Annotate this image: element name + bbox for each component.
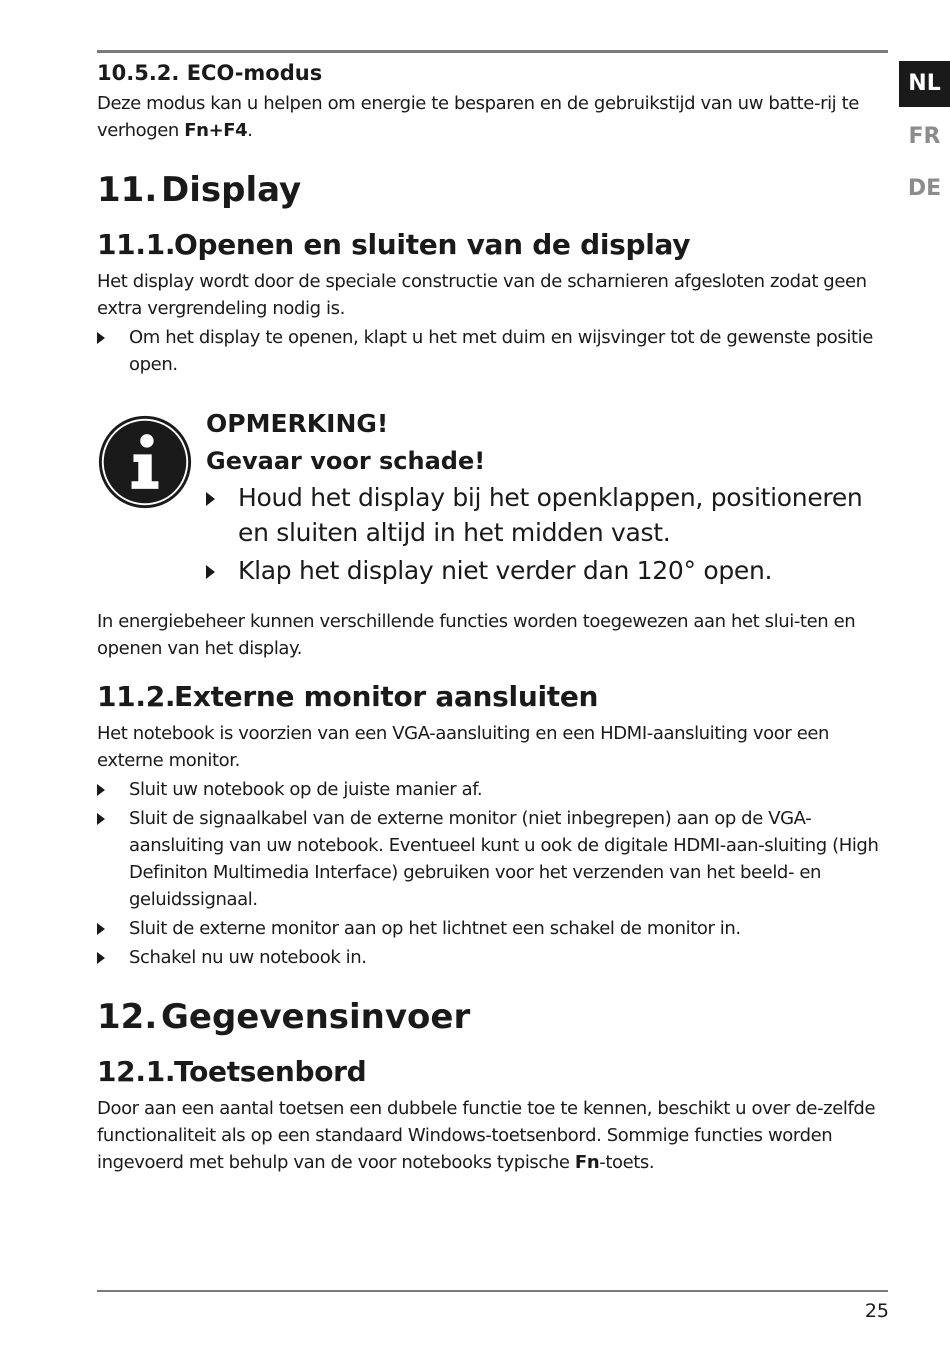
eco-text: Deze modus kan u helpen om energie te besparen en de gebruikstijd van uw batte-rij te verhogen	[97, 93, 859, 141]
bullet-arrow-icon	[97, 952, 105, 964]
fn-key: Fn	[574, 1152, 600, 1173]
list-item	[97, 944, 888, 971]
list-item	[97, 324, 888, 378]
section-title: Externe monitor aansluiten	[174, 680, 599, 713]
page-number: 25	[864, 1300, 889, 1322]
keyboard-text: Door aan een aantal toetsen een dubbele functie toe te kennen, beschikt u over de-zelfde functionaliteit als op een standaard Windows-toetsenbord. Sommige functies worden ingevoerd met behulp van de voor notebooks typische	[97, 1098, 876, 1173]
energy-paragraph: In energiebeheer kunnen verschillende functies worden toegewezen aan het slui-ten en openen van het display.	[97, 611, 856, 659]
keyboard-text-end: -toets.	[599, 1152, 655, 1173]
list-item-text: Sluit de signaalkabel van de externe monitor (niet inbegrepen) aan op de VGA-aansluiting van uw notebook. Eventueel kunt u ook de digitale HDMI-aan-sluiting (High Definiton Multimedia Interface) gebruiken voor het verzenden van het beeld- en geluidssignaal.	[129, 808, 879, 910]
note-list-item	[206, 553, 886, 588]
list-item-text: Schakel nu uw notebook in.	[129, 947, 367, 968]
bullet-arrow-icon	[97, 332, 105, 344]
section-number: 11.1.	[97, 228, 176, 261]
eco-paragraph	[97, 90, 888, 144]
top-rule	[97, 50, 888, 53]
section-heading-11-1	[97, 226, 888, 264]
section-11-1-bullets	[97, 324, 888, 378]
bullet-arrow-icon	[97, 813, 105, 825]
bullet-arrow-icon	[206, 565, 215, 579]
bullet-arrow-icon	[97, 923, 105, 935]
note-list-item	[206, 480, 886, 550]
section-heading-11-2	[97, 678, 888, 716]
bullet-arrow-icon	[206, 492, 215, 506]
list-item	[97, 915, 888, 942]
section-number: 12.1.	[97, 1055, 176, 1088]
section-11-1-paragraph: Het display wordt door de speciale constructie van de scharnieren afgesloten zodat geen extra vergrendeling nodig is.	[97, 271, 867, 319]
section-number: 11.2.	[97, 680, 176, 713]
chapter-heading-11	[97, 168, 888, 212]
eco-text-end: .	[247, 120, 253, 141]
chapter-number: 12.	[97, 997, 158, 1037]
chapter-heading-12	[97, 995, 888, 1039]
list-item-text: Sluit uw notebook op de juiste manier af.	[129, 779, 483, 800]
list-item	[97, 776, 888, 803]
section-11-2-paragraph: Het notebook is voorzien van een VGA-aansluiting en een HDMI-aansluiting voor een externe monitor.	[97, 723, 830, 771]
section-12-1-paragraph	[97, 1095, 888, 1176]
note-box	[97, 406, 888, 598]
note-subtitle: Gevaar voor schade!	[206, 447, 486, 475]
chapter-title: Gegevensinvoer	[161, 997, 471, 1037]
section-heading-12-1	[97, 1053, 888, 1091]
section-11-2-bullets	[97, 776, 888, 971]
section-title: Openen en sluiten van de display	[174, 228, 691, 261]
eco-key: Fn+F4	[184, 120, 248, 141]
note-body	[206, 406, 886, 591]
section-heading-eco: 10.5.2. ECO-modus	[97, 61, 323, 85]
language-tab-fr[interactable]: FR	[908, 124, 941, 149]
list-item-text: Sluit de externe monitor aan op het lichtnet een schakel de monitor in.	[129, 918, 741, 939]
page-content	[97, 58, 888, 1176]
chapter-title: Display	[161, 170, 302, 210]
note-item-text: Klap het display niet verder dan 120° open.	[238, 556, 773, 585]
language-tab-nl[interactable]: NL	[899, 61, 950, 107]
info-icon	[97, 414, 193, 510]
bottom-rule	[97, 1290, 888, 1292]
note-item-text: Houd het display bij het openklappen, positioneren en sluiten altijd in het midden vast.	[238, 483, 863, 547]
list-item	[97, 805, 888, 913]
list-item-text: Om het display te openen, klapt u het met duim en wijsvinger tot de gewenste positie open.	[129, 327, 873, 375]
chapter-number: 11.	[97, 170, 158, 210]
language-tab-de[interactable]: DE	[907, 176, 942, 201]
note-title: OPMERKING!	[206, 409, 389, 438]
section-title: Toetsenbord	[174, 1055, 367, 1088]
bullet-arrow-icon	[97, 784, 105, 796]
note-bullets	[206, 480, 886, 588]
